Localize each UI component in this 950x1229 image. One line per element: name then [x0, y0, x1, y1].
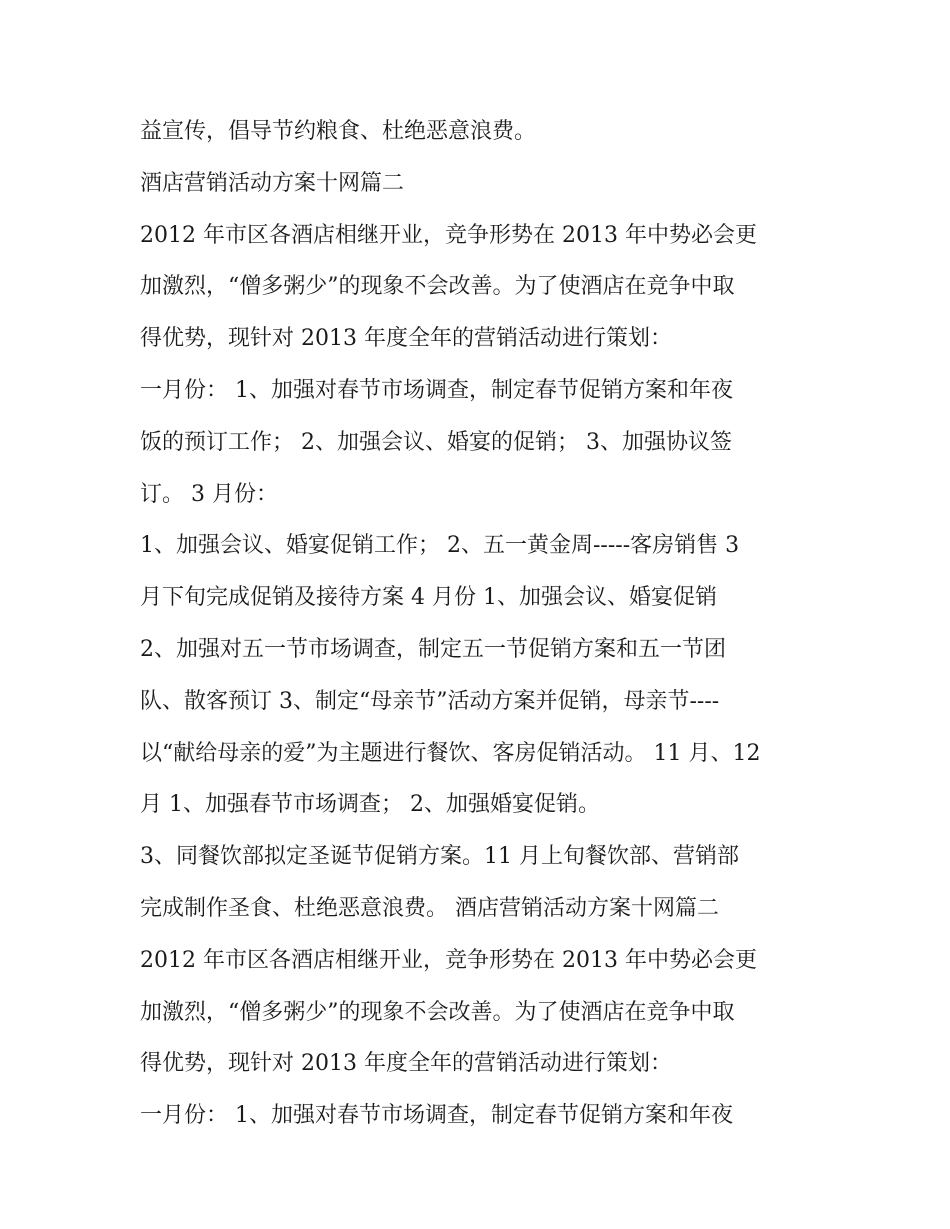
text-line: 益宣传，倡导节约粮食、杜绝恶意浪费。: [140, 119, 537, 144]
text-line: 1、加强会议、婚宴促销工作； 2、五一黄金周-----客房销售 3: [140, 533, 740, 559]
text-line: 2012 年市区各酒店相继开业，竞争形势在 2013 年中势必会更: [140, 947, 757, 973]
section-heading: 酒店营销活动方案十网篇二: [140, 170, 405, 196]
document-body: [140, 106, 820, 1142]
text-line: 得优势，现针对 2013 年度全年的营销活动进行策划：: [140, 1051, 672, 1077]
text-line: 订。 3 月份：: [140, 481, 278, 507]
text-line: 一月份： 1、加强对春节市场调查，制定春节促销方案和年夜: [140, 1103, 733, 1129]
text-line: 以“献给母亲的爱”为主题进行餐饮、客房促销活动。 11 月、12: [140, 740, 761, 766]
text-line: 月下旬完成促销及接待方案 4 月份 1、加强会议、婚宴促销: [140, 585, 717, 611]
text-line: 得优势，现针对 2013 年度全年的营销活动进行策划：: [140, 326, 672, 352]
text-line: 完成制作圣食、杜绝恶意浪费。 酒店营销活动方案十网篇二: [140, 895, 719, 921]
text-line: 加激烈，“僧多粥少”的现象不会改善。为了使酒店在竞争中取: [140, 274, 735, 300]
text-line: 2、加强对五一节市场调查，制定五一节促销方案和五一节团: [140, 636, 726, 662]
text-line: 队、散客预订 3、制定“母亲节”活动方案并促销，母亲节----: [140, 688, 720, 714]
text-line: 3、同餐饮部拟定圣诞节促销方案。11 月上旬餐饮部、营销部: [140, 844, 739, 870]
text-line: 2012 年市区各酒店相继开业，竞争形势在 2013 年中势必会更: [140, 222, 757, 248]
text-line: 月 1、加强春节市场调查； 2、加强婚宴促销。: [140, 792, 600, 818]
text-line: 饭的预订工作； 2、加强会议、婚宴的促销； 3、加强协议签: [140, 429, 732, 455]
text-line: 加激烈，“僧多粥少”的现象不会改善。为了使酒店在竞争中取: [140, 999, 735, 1025]
text-line: 一月份： 1、加强对春节市场调查，制定春节促销方案和年夜: [140, 377, 733, 403]
